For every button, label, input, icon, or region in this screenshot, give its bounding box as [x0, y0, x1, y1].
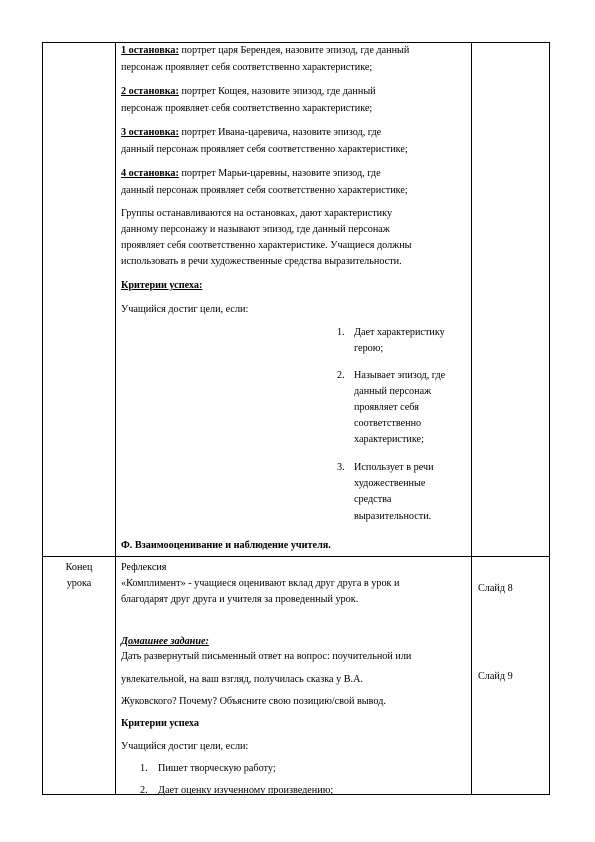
slide-9-label: Слайд 9 [478, 671, 513, 682]
stop-1-line-2: персонаж проявляет себя соответственно характеристике; [121, 62, 373, 73]
criteria-1-item-2-line-3: проявляет себя [354, 402, 419, 413]
criteria-2-title: Критерии успеха [121, 718, 199, 729]
criteria-1-item-2-line-5: характеристике; [354, 434, 424, 445]
criteria-1-title: Критерии успеха: [121, 280, 203, 291]
criteria-2-intro: Учащийся достиг цели, если: [121, 741, 249, 752]
compliment-line-2: благодарят друг друга и учителя за проведенный урок. [121, 594, 359, 605]
stop-3-label: 3 остановка: [121, 127, 179, 138]
criteria-2-item-1-number: 1. [140, 763, 148, 774]
criteria-1-item-3-line-2: художественные [354, 478, 426, 489]
criteria-1-item-2-line-1: Называет эпизод, где [354, 370, 446, 381]
criteria-1-item-2-line-4: соответственно [354, 418, 422, 429]
criteria-1-intro: Учащийся достиг цели, если: [121, 304, 249, 315]
groups-text-line-2: данному персонажу и называют эпизод, где данный персонаж [121, 224, 390, 235]
homework-line-1: Дать развернутый письменный ответ на вопрос: поучительной или [121, 651, 412, 662]
stop-3-line-2: данный персонаж проявляет себя соответственно характеристике; [121, 144, 408, 155]
stop-3-text: портрет Ивана-царевича, назовите эпизод, где [178, 127, 382, 138]
criteria-1-item-2-number: 2. [337, 370, 345, 381]
stage-label-line-2: урока [66, 578, 92, 589]
stop-4-label: 4 остановка: [121, 168, 179, 179]
stop-2-line-1 [121, 83, 376, 100]
table-left-border [42, 42, 43, 795]
stop-1-text: портрет царя Берендея, назовите эпизод, где данный [178, 45, 410, 56]
homework-line-2: увлекательной, на ваш взгляд, получилась сказка у В.А. [121, 674, 363, 685]
compliment-line-1: «Комплимент» - учащиеся оценивают вклад друг друга в урок и [121, 578, 400, 589]
criteria-2-item-2-number: 2. [140, 785, 148, 796]
row-divider [42, 556, 550, 557]
criteria-1-item-2-line-2: данный персонаж [354, 386, 432, 397]
stop-3-line-1 [121, 124, 381, 141]
stop-1-label: 1 остановка: [121, 45, 179, 56]
stop-4-line-1 [121, 165, 381, 182]
table-right-border [549, 42, 550, 795]
criteria-1-item-3-number: 3. [337, 462, 345, 473]
stop-1-line-1 [121, 42, 409, 59]
column-divider-2 [471, 42, 472, 795]
stop-2-line-2: персонаж проявляет себя соответственно характеристике; [121, 103, 373, 114]
homework-line-3: Жуковского? Почему? Объясните свою позицию/свой вывод. [121, 696, 386, 707]
criteria-2-item-2-text: Дает оценку изученному произведению; [158, 785, 334, 794]
groups-text-line-4: использовать в речи художественные средства выразительности. [121, 256, 402, 267]
criteria-1-item-3-line-1: Использует в речи [354, 462, 434, 473]
stop-2-text: портрет Кощея, назовите эпизод, где данный [178, 86, 376, 97]
assessment-note: Ф. Взаимооценивание и наблюдение учителя. [121, 540, 331, 551]
criteria-1-item-1-line-1: Дает характеристику [354, 327, 445, 338]
criteria-1-item-3-line-3: средства [354, 494, 392, 505]
table-bottom-border [42, 794, 550, 795]
reflection-title: Рефлексия [121, 562, 167, 573]
stage-label-line-1: Конец [65, 562, 93, 573]
criteria-1-item-1-line-2: герою; [354, 343, 384, 354]
homework-title: Домашнее задание: [121, 636, 209, 647]
stop-4-text: портрет Марьи-царевны, назовите эпизод, где [178, 168, 381, 179]
criteria-1-item-3-line-4: выразительности. [354, 511, 432, 522]
criteria-2-item-1-text: Пишет творческую работу; [158, 763, 276, 774]
stop-4-line-2: данный персонаж проявляет себя соответственно характеристике; [121, 185, 408, 196]
column-divider-1 [115, 42, 116, 795]
stop-2-label: 2 остановка: [121, 86, 179, 97]
slide-8-label: Слайд 8 [478, 583, 513, 594]
groups-text-line-3: проявляет себя соответственно характеристике. Учащиеся должны [121, 240, 412, 251]
groups-text-line-1: Группы останавливаются на остановках, дают характеристику [121, 208, 393, 219]
criteria-1-item-1-number: 1. [337, 327, 345, 338]
